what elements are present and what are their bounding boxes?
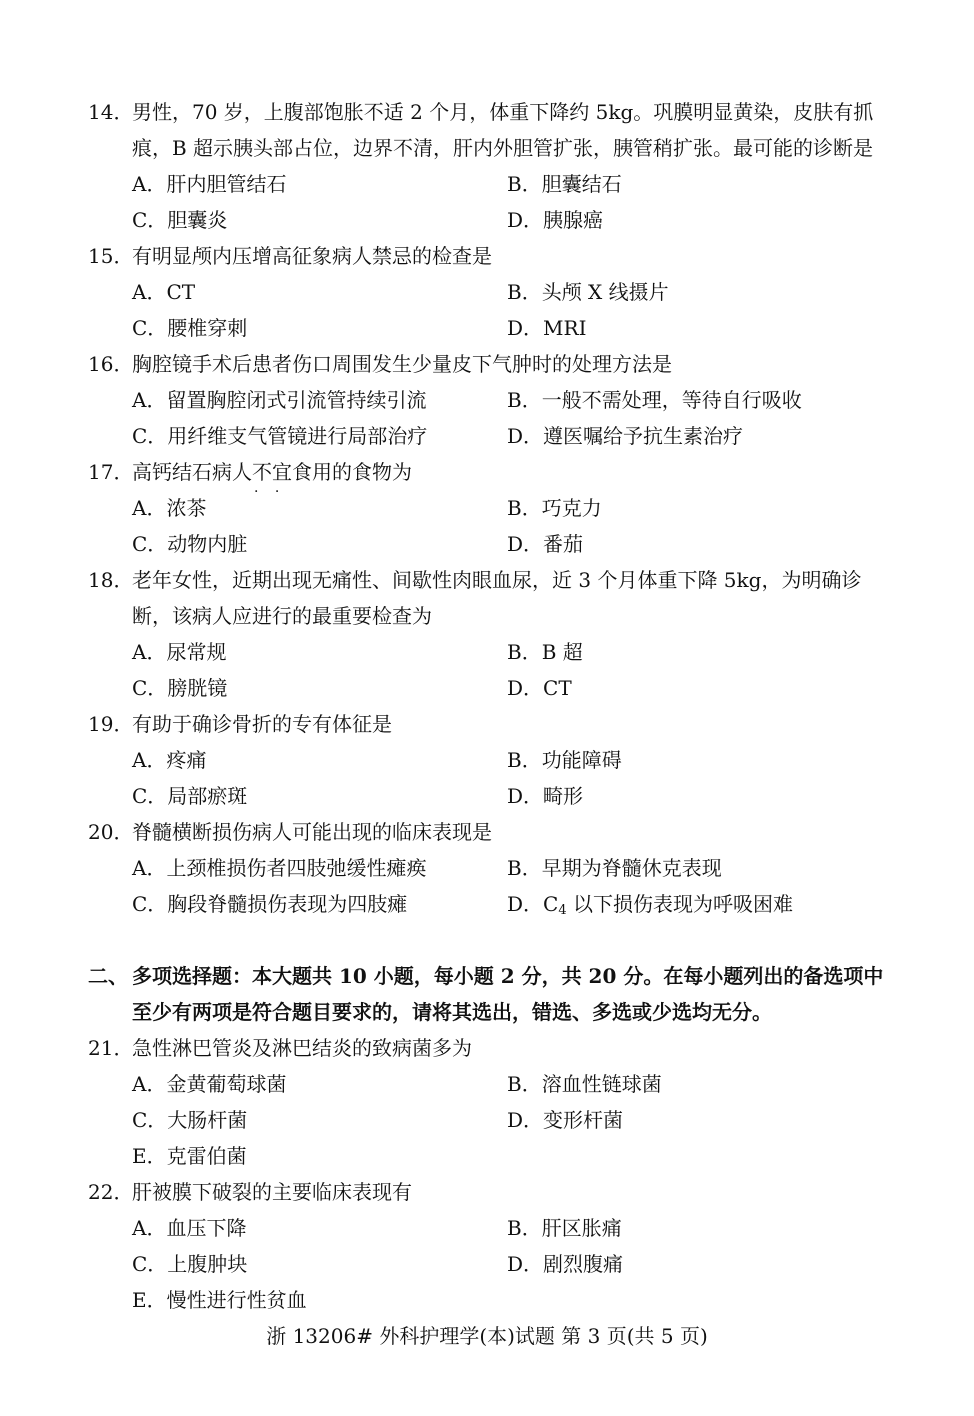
option-a: A．浓茶 xyxy=(132,496,207,520)
question-number: 19． xyxy=(88,712,134,736)
question-number: 20． xyxy=(88,820,134,844)
question-number: 17． xyxy=(88,460,134,484)
option-c: C．胸段脊髓损伤表现为四肢瘫 xyxy=(132,892,408,916)
option-d-prefix: D．C xyxy=(507,892,559,916)
page-footer: 浙 13206# 外科护理学(本)试题 第 3 页(共 5 页) xyxy=(266,1324,708,1348)
option-d-text: 以下损伤表现为呼吸困难 xyxy=(566,892,793,916)
option-b: B．功能障碍 xyxy=(507,748,622,772)
option-a: A．肝内胆管结石 xyxy=(132,172,287,196)
question-text: 痕，B 超示胰头部占位，边界不清，肝内外胆管扩张，胰管稍扩张。最可能的诊断是 xyxy=(132,136,874,160)
section-instructions: 至少有两项是符合题目要求的，请将其选出，错选、多选或少选均无分。 xyxy=(132,1000,772,1024)
question-text xyxy=(132,458,412,486)
option-a: A．金黄葡萄球菌 xyxy=(132,1072,287,1096)
option-a: A．留置胸腔闭式引流管持续引流 xyxy=(132,388,427,412)
option-b: B．早期为脊髓休克表现 xyxy=(507,856,722,880)
option-e: E．克雷伯菌 xyxy=(132,1144,247,1168)
option-d: D．CT xyxy=(507,676,572,700)
option-a: A．尿常规 xyxy=(132,640,227,664)
question-number: 21． xyxy=(88,1036,134,1060)
option-d: D．番茄 xyxy=(507,532,584,556)
option-c: C．大肠杆菌 xyxy=(132,1108,248,1132)
question-text: 肝被膜下破裂的主要临床表现有 xyxy=(132,1180,412,1204)
option-b: B．胆囊结石 xyxy=(507,172,622,196)
question-text: 有明显颅内压增高征象病人禁忌的检查是 xyxy=(132,244,492,268)
option-c: C．腰椎穿刺 xyxy=(132,316,248,340)
question-text-part: 食用的食物为 xyxy=(292,460,412,484)
question-text: 断，该病人应进行的最重要检查为 xyxy=(132,604,432,628)
option-d: D．畸形 xyxy=(507,784,584,808)
question-number: 18． xyxy=(88,568,134,592)
question-text: 脊髓横断损伤病人可能出现的临床表现是 xyxy=(132,820,492,844)
option-b: B．B 超 xyxy=(507,640,583,664)
question-number: 14． xyxy=(88,100,134,124)
question-text: 急性淋巴管炎及淋巴结炎的致病菌多为 xyxy=(132,1036,472,1060)
option-a: A．CT xyxy=(132,280,196,304)
question-text: 老年女性，近期出现无痛性、间歇性肉眼血尿，近 3 个月体重下降 5kg，为明确诊 xyxy=(132,568,862,592)
option-a: A．血压下降 xyxy=(132,1216,247,1240)
option-c: C．局部瘀斑 xyxy=(132,784,248,808)
option-c: C．胆囊炎 xyxy=(132,208,228,232)
option-c: C．膀胱镜 xyxy=(132,676,228,700)
option-d-subscript: 4 xyxy=(558,903,567,918)
option-e: E．慢性进行性贫血 xyxy=(132,1288,307,1312)
option-d: D．剧烈腹痛 xyxy=(507,1252,624,1276)
option-c: C．用纤维支气管镜进行局部治疗 xyxy=(132,424,428,448)
option-a: A．上颈椎损伤者四肢弛缓性瘫痪 xyxy=(132,856,427,880)
question-text: 胸腔镜手术后患者伤口周围发生少量皮下气肿时的处理方法是 xyxy=(132,352,672,376)
option-d: D．变形杆菌 xyxy=(507,1108,624,1132)
option-d: D．胰腺癌 xyxy=(507,208,604,232)
option-b: B．头颅 X 线摄片 xyxy=(507,280,669,304)
option-b: B．溶血性链球菌 xyxy=(507,1072,662,1096)
option-d xyxy=(507,890,793,925)
emphasis-text: 不宜 · · xyxy=(252,460,292,484)
option-d: D．遵医嘱给予抗生素治疗 xyxy=(507,424,744,448)
question-text: 有助于确诊骨折的专有体征是 xyxy=(132,712,392,736)
question-number: 22． xyxy=(88,1180,134,1204)
option-b: B．巧克力 xyxy=(507,496,602,520)
option-b: B．一般不需处理，等待自行吸收 xyxy=(507,388,802,412)
option-d: D．MRI xyxy=(507,316,587,340)
option-c: C．动物内脏 xyxy=(132,532,248,556)
section-instructions: 多项选择题：本大题共 10 小题，每小题 2 分，共 20 分。在每小题列出的备选项中 xyxy=(132,964,884,988)
option-c: C．上腹肿块 xyxy=(132,1252,248,1276)
question-number: 15． xyxy=(88,244,134,268)
option-b: B．肝区胀痛 xyxy=(507,1216,622,1240)
question-text-part: 高钙结石病人 xyxy=(132,460,252,484)
option-a: A．疼痛 xyxy=(132,748,207,772)
question-number: 16． xyxy=(88,352,134,376)
section-number: 二、 xyxy=(88,964,128,988)
question-text: 男性，70 岁，上腹部饱胀不适 2 个月，体重下降约 5kg。巩膜明显黄染，皮肤有抓 xyxy=(132,100,874,124)
